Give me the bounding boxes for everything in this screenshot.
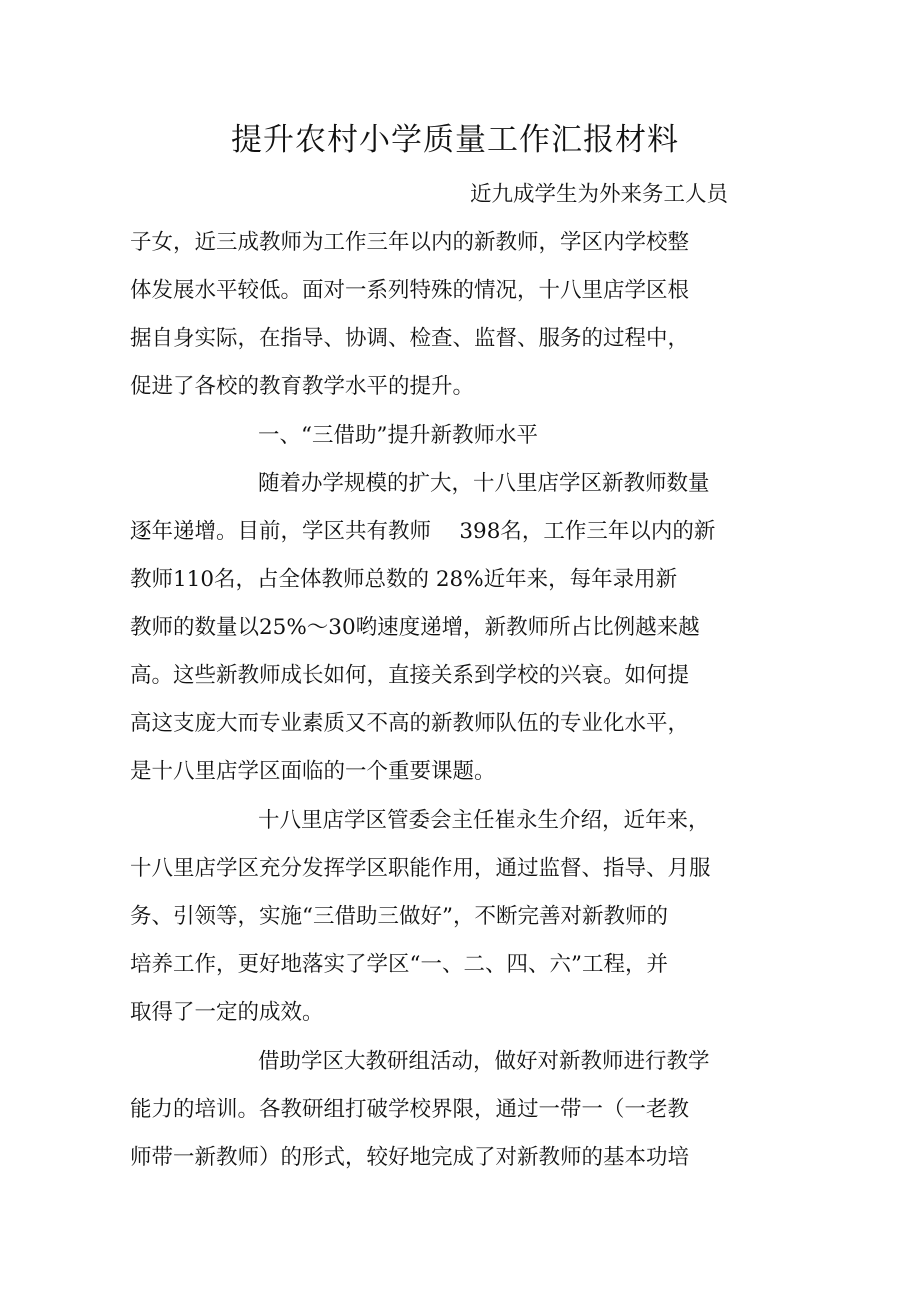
paragraph-line: 务、引领等，实施“三借助三做好”，不断完善对新教师的 — [130, 904, 668, 929]
paragraph-line: 十八里店学区管委会主任崔永生介绍，近年来， — [258, 808, 710, 833]
paragraph-line: 高这支庞大而专业素质又不高的新教师队伍的专业化水平， — [130, 711, 690, 736]
paragraph-line: 高。这些新教师成长如何，直接关系到学校的兴衰。如何提 — [130, 663, 690, 688]
paragraph-line: 促进了各校的教育教学水平的提升。 — [130, 374, 475, 399]
paragraph-line: 十八里店学区充分发挥学区职能作用，通过监督、指导、月服 — [130, 856, 711, 881]
paragraph-line: 借助学区大教研组活动，做好对新教师进行教学 — [258, 1049, 710, 1074]
paragraph-line: 教师的数量以25%～30哟速度递增，新教师所占比例越来越 — [130, 615, 700, 640]
paragraph-line: 培养工作，更好地落实了学区“一、二、四、六”工程，并 — [130, 952, 668, 977]
paragraph-line: 能力的培训。各教研组打破学校界限，通过一带一（一老教 — [130, 1097, 690, 1122]
paragraph-line: 逐年递增。目前，学区共有教师 398名，工作三年以内的新 — [130, 519, 716, 544]
paragraph-line: 师带一新教师）的形式，较好地完成了对新教师的基本功培 — [130, 1145, 690, 1170]
paragraph-line: 子女，近三成教师为工作三年以内的新教师，学区内学校整 — [130, 230, 690, 255]
document-title: 提升农村小学质量工作汇报材料 — [231, 122, 679, 158]
paragraph-line: 取得了一定的成效。 — [130, 1000, 324, 1025]
paragraph-line: 据自身实际，在指导、协调、检查、监督、服务的过程中， — [130, 326, 690, 351]
paragraph-line: 教师110名，占全体教师总数的 28%近年来，每年录用新 — [130, 567, 678, 592]
paragraph-line: 是十八里店学区面临的一个重要课题。 — [130, 759, 496, 784]
paragraph-line: 随着办学规模的扩大，十八里店学区新教师数量 — [258, 471, 710, 496]
paragraph-line: 近九成学生为外来务工人员 — [470, 182, 729, 207]
paragraph-line: 体发展水平较低。面对一系列特殊的情况，十八里店学区根 — [130, 278, 690, 303]
section-heading: 一、“三借助”提升新教师水平 — [258, 423, 538, 448]
